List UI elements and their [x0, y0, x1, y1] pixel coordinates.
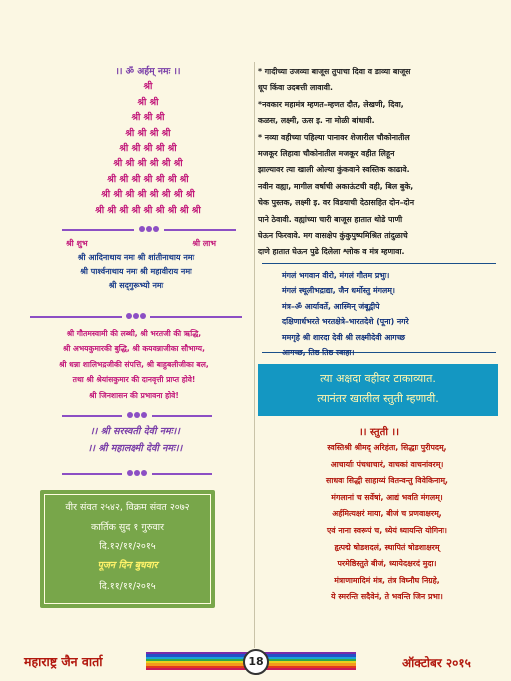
para-line: झाल्यावर त्या खाली ओल्या कुंकवाने स्वस्तिक काढावे. [258, 165, 410, 175]
mangal-shloka-box [262, 263, 496, 358]
shloka-line: मंगलं भगवान वीरो, मंगलं गौतम प्रभुः। [282, 271, 390, 280]
stuti-title: ।। स्तुती ।। [358, 427, 399, 438]
para-line: चेक पुस्तक, लक्ष्मी इ. वर विडयाची देठासहित दोन–दोन [258, 198, 415, 208]
shloka-line: ममगृहे श्री शारदा देवी श्री लक्ष्मीदेवी आगच्छ [282, 332, 406, 342]
para-line: कळस, लक्ष्मी, ऊस इ. ना मोळी बांधावी. [258, 116, 375, 126]
shri-line: श्री श्री श्री श्री श्री श्री श्री [107, 173, 189, 185]
verse-line: अर्हमित्यक्षरं माया, बीजं च प्रणवाक्षरम्, [332, 509, 442, 519]
instruction-para [258, 64, 508, 261]
wish-line: तथा श्री श्रेयांसकुमार की दानवृत्ती प्राप्त होवे! [72, 375, 196, 385]
shri-line: श्री श्री [137, 96, 159, 108]
shri-line: श्री श्री श्री श्री श्री श्री श्री श्री श्री [95, 204, 201, 216]
blessing-line: श्री पार्श्वनाथाय नमः श्री महावीराय नमः [80, 267, 192, 276]
samvat-date-box [40, 490, 215, 608]
shloka-line: मंगलं स्थूलीभद्राद्या, जैन धर्मोस्तु मंगलम्। [282, 286, 395, 296]
para-line: मजकूर लिहावा चौकोनातील मजकूर वहीत लिहून [258, 149, 395, 159]
stuti-verses [272, 440, 502, 606]
mahalaxmi-line: ।। श्री महालक्ष्मी देवी नमः।। [87, 443, 183, 454]
para-line: नवीन वह्या, मागील वर्षाची अकाऊंटची वही, बिल बुके, [258, 181, 414, 191]
shri-line: श्री [143, 81, 153, 93]
para-line: * नव्या वहीच्या पहिल्या पानावर शेजारील चौकोनातील [258, 132, 410, 142]
para-line: दाणे हातात घेऊन पुढे दिलेला श्लोक व मंत्र म्हणावा. [258, 247, 405, 257]
blessing-line: श्री आदिनाथाय नमः श्री शांतीनाथाय नमः [77, 253, 195, 262]
verse-line: स्वस्तिश्री श्रीमद् अरिहंता, सिद्धाः पुरीपदम्, [327, 443, 447, 452]
para-line: पाने ठेवावी. वह्यांच्या चारी बाजूस हातात थोडे पाणी [258, 214, 403, 224]
instruction-line: त्या अक्षदा वहीवर टाकाव्यात. [320, 372, 436, 385]
instruction-line: त्यानंतर खालील स्तुती म्हणावी. [317, 392, 439, 405]
para-line: *नवकार महामंत्र म्हणत–म्हणत दौत, लेखणी, दिवा, [258, 99, 404, 109]
shloka-line: आगच्छ, तिष्ठ तिष्ठ स्वाहा। [282, 348, 355, 358]
wishes-block [16, 326, 252, 403]
verse-line: परमेष्ठिस्तुते बीजं, ध्यायेदक्षरदं मुदा। [337, 559, 437, 569]
samvat-line: वीर संवत २५४२, विक्रम संवत २०७२ [65, 502, 190, 513]
ornament-divider [62, 226, 236, 234]
para-line: घेऊन फिरवावे. मग वासक्षेप कुंकुपुष्पमिश्रित तांदुळाचे [258, 231, 408, 241]
para-line: धूप किंवा उदबत्ती लावावी. [258, 83, 333, 93]
para-line: * गादीच्या उजव्या बाजूस तुपाचा दिवा व डाव्या बाजूस [258, 67, 411, 76]
saraswati-line: ।। श्री सरस्वती देवी नमः।। [90, 426, 180, 437]
shri-line: श्री श्री श्री श्री श्री श्री श्री श्री [101, 189, 195, 201]
shloka-line: दक्षिणार्धभरते भरतक्षेत्रे–भारतदेशे (पूना) नगरे [282, 317, 409, 327]
magazine-name: महाराष्ट्र जैन वार्ता [24, 654, 103, 669]
shri-pyramid [48, 64, 248, 218]
verse-line: एवं नाना स्वरूपं च, ध्येयं ध्यायन्ति योगिनः। [326, 525, 448, 535]
pujan-day: पूजन दिन बुधवार [97, 560, 158, 571]
labh-label: श्री लाभ [192, 239, 216, 248]
wish-line: श्री अभयकुमारकी बुद्धि, श्री कयवन्नाजीका सौभाग्य, [63, 344, 205, 354]
verse-line: मंगलानां च सर्वेषां, आद्यं भवति मंगलम्। [331, 492, 443, 502]
blessings-block [22, 237, 250, 293]
verse-line: हृत्पद्मे षोडशदलं, स्थापितं षोडशाक्षरम् [334, 542, 440, 552]
date-line: दि.१२/११/२०१५ [99, 541, 156, 552]
page-footer [0, 651, 511, 681]
column-divider [254, 62, 255, 648]
wish-line: श्री धन्ना शालिभद्रजीकी संपत्ति, श्री बाहुबलीजीका बल, [59, 359, 209, 369]
ornament-divider [62, 412, 212, 420]
verse-line: आचार्याः पंचधाचारं, वाचकां वाचनांवरम्। [330, 459, 444, 469]
wish-line: श्री जिनशासन की प्रभावना होवे! [89, 390, 179, 400]
shloka-line: मंत्र–ॐ आर्यावर्ते, आस्मिन् जंबूद्वीपे [282, 301, 380, 311]
om-arham-heading: ।। ॐ अर्हम् नमः ।। [115, 66, 181, 77]
issue-date: ऑक्टोबर २०१५ [402, 656, 471, 670]
page-number: 18 [243, 649, 269, 675]
blessing-line: श्री सद्‍गुरूभ्यो नमः [108, 281, 164, 290]
shri-line: श्री श्री श्री श्री श्री [119, 143, 177, 155]
kartik-line: कार्तिक सुद १ गुरुवार [90, 522, 165, 533]
verse-line: मंत्राणामादिमं मंत्र, तंत्र विघ्नौघ निग्रहे, [334, 575, 440, 585]
shri-line: श्री श्री श्री श्री [125, 127, 171, 139]
shri-line: श्री श्री श्री [131, 112, 165, 124]
shri-line: श्री श्री श्री श्री श्री श्री [113, 158, 183, 170]
shubh-label: श्री शुभ [66, 239, 88, 248]
devi-salutations [40, 423, 230, 457]
verse-line: साधवः सिद्धी साहाय्यं वितन्वन्तु विवेकिनाम्, [326, 476, 448, 486]
ornament-divider [62, 470, 212, 478]
date-line: दि.११/११/२०१५ [99, 581, 156, 592]
verse-line: ये स्मरन्ति सदैवेनं, ते भवन्ति जिन प्रभा। [331, 592, 443, 602]
wish-line: श्री गौतमस्वामी की लब्धी, श्री भरतजी की ऋद्धि, [66, 329, 202, 338]
akshada-instruction-box [258, 364, 498, 416]
ornament-divider [30, 313, 242, 321]
